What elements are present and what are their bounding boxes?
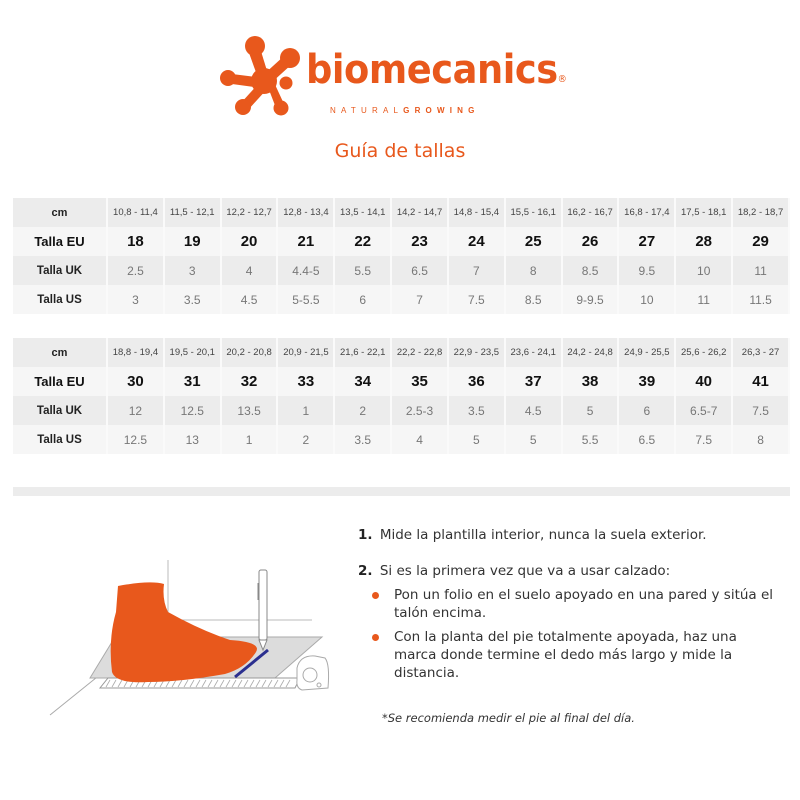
table-cell: 17,5 - 18,1 — [675, 198, 732, 227]
table-cell: 9.5 — [618, 256, 675, 285]
table-cell: 6.5-7 — [675, 396, 732, 425]
table-cell: 19,5 - 20,1 — [164, 338, 221, 367]
table-cell: 5.5 — [334, 256, 391, 285]
table-cell: 5-5.5 — [277, 285, 334, 314]
table-cell: 3 — [107, 285, 164, 314]
table-cell: 24,2 - 24,8 — [562, 338, 619, 367]
table-cell: 10 — [675, 256, 732, 285]
instruction-step-2: 2. Si es la primera vez que va a usar calzado: — [358, 563, 671, 579]
instruction-bullet: Pon un folio en el suelo apoyado en una pared y sitúa el talón encima. — [358, 586, 778, 622]
row-label: Talla EU — [13, 227, 107, 256]
table-cell: 11 — [732, 256, 789, 285]
table-cell: 6.5 — [618, 425, 675, 454]
table-cell: 22 — [334, 227, 391, 256]
row-label: Talla EU — [13, 367, 107, 396]
row-label: cm — [13, 338, 107, 367]
table-cell: 25 — [505, 227, 562, 256]
table-cell: 4 — [221, 256, 278, 285]
table-cell: 30 — [107, 367, 164, 396]
table-cell: 25,6 - 26,2 — [675, 338, 732, 367]
row-label: Talla UK — [13, 396, 107, 425]
table-cell: 13,5 - 14,1 — [334, 198, 391, 227]
table-row-uk — [13, 396, 789, 425]
instruction-bullet: Con la planta del pie totalmente apoyada, haz una marca donde termine el dedo más largo y mide la distancia. — [358, 628, 778, 682]
table-cell: 20 — [221, 227, 278, 256]
table-row-eu — [13, 367, 789, 396]
table-cell: 7 — [448, 256, 505, 285]
table-cell: 3.5 — [448, 396, 505, 425]
table-cell: 19 — [164, 227, 221, 256]
table-cell: 16,8 - 17,4 — [618, 198, 675, 227]
table-cell: 10 — [618, 285, 675, 314]
page-title: Guía de tallas — [334, 140, 466, 162]
row-label: Talla US — [13, 425, 107, 454]
table-cell: 38 — [562, 367, 619, 396]
table-cell: 6 — [334, 285, 391, 314]
table-cell: 35 — [391, 367, 448, 396]
section-divider — [13, 487, 790, 496]
table-cell: 29 — [732, 227, 789, 256]
brand-name: biomecanics® — [306, 47, 567, 93]
footnote: *Se recomienda medir el pie al final del día. — [382, 711, 635, 725]
bullet-dot-icon — [372, 592, 379, 599]
table-cell: 3 — [164, 256, 221, 285]
table-cell: 16,2 - 16,7 — [562, 198, 619, 227]
table-cell: 12.5 — [164, 396, 221, 425]
table-cell: 20,2 - 20,8 — [221, 338, 278, 367]
table-cell: 5.5 — [562, 425, 619, 454]
table-cell: 40 — [675, 367, 732, 396]
foot-measuring-illustration-icon — [30, 550, 350, 720]
table-cell: 37 — [505, 367, 562, 396]
size-table-2 — [13, 338, 790, 454]
table-cell: 18 — [107, 227, 164, 256]
table-cell: 39 — [618, 367, 675, 396]
table-cell: 1 — [277, 396, 334, 425]
row-label: cm — [13, 198, 107, 227]
table-cell: 4.5 — [221, 285, 278, 314]
table-row-us — [13, 425, 789, 454]
table-cell: 13.5 — [221, 396, 278, 425]
table-cell: 23 — [391, 227, 448, 256]
table-cell: 18,2 - 18,7 — [732, 198, 789, 227]
table-cell: 2.5 — [107, 256, 164, 285]
table-cell: 21,6 - 22,1 — [334, 338, 391, 367]
table-cell: 32 — [221, 367, 278, 396]
table-cell: 7.5 — [675, 425, 732, 454]
table-cell: 13 — [164, 425, 221, 454]
brand-logo — [218, 32, 567, 122]
table-cell: 4.5 — [505, 396, 562, 425]
table-cell: 14,8 - 15,4 — [448, 198, 505, 227]
table-cell: 2 — [277, 425, 334, 454]
table-cell: 9-9.5 — [562, 285, 619, 314]
table-cell: 5 — [448, 425, 505, 454]
table-cell: 10,8 - 11,4 — [107, 198, 164, 227]
table-cell: 8.5 — [505, 285, 562, 314]
table-cell: 8 — [505, 256, 562, 285]
table-cell: 20,9 - 21,5 — [277, 338, 334, 367]
table-cell: 14,2 - 14,7 — [391, 198, 448, 227]
table-cell: 3.5 — [164, 285, 221, 314]
table-cell: 7.5 — [448, 285, 505, 314]
table-cell: 2 — [334, 396, 391, 425]
table-cell: 41 — [732, 367, 789, 396]
row-label: Talla US — [13, 285, 107, 314]
table-cell: 3.5 — [334, 425, 391, 454]
table-cell: 21 — [277, 227, 334, 256]
table-cell: 8.5 — [562, 256, 619, 285]
table-row-eu — [13, 227, 789, 256]
table-cell: 12 — [107, 396, 164, 425]
table-cell: 28 — [675, 227, 732, 256]
table-cell: 26 — [562, 227, 619, 256]
row-label: Talla UK — [13, 256, 107, 285]
table-cell: 11 — [675, 285, 732, 314]
table-cell: 26,3 - 27 — [732, 338, 789, 367]
table-cell: 22,9 - 23,5 — [448, 338, 505, 367]
measuring-instructions — [358, 526, 778, 688]
table-cell: 5 — [505, 425, 562, 454]
table-cell: 12,8 - 13,4 — [277, 198, 334, 227]
table-cell: 23,6 - 24,1 — [505, 338, 562, 367]
table-cell: 7 — [391, 285, 448, 314]
table-cell: 11,5 - 12,1 — [164, 198, 221, 227]
table-cell: 22,2 - 22,8 — [391, 338, 448, 367]
size-table-1 — [13, 198, 790, 314]
instruction-step-1: 1. Mide la plantilla interior, nunca la suela exterior. — [358, 527, 707, 543]
table-cell: 31 — [164, 367, 221, 396]
brand-tagline: NATURALGROWING — [330, 106, 480, 115]
table-cell: 24,9 - 25,5 — [618, 338, 675, 367]
table-row-uk — [13, 256, 789, 285]
table-cell: 4 — [391, 425, 448, 454]
bullet-dot-icon — [372, 634, 379, 641]
table-cell: 36 — [448, 367, 505, 396]
table-cell: 5 — [562, 396, 619, 425]
table-cell: 7.5 — [732, 396, 789, 425]
table-cell: 1 — [221, 425, 278, 454]
table-cell: 8 — [732, 425, 789, 454]
molecule-logo-icon — [218, 32, 308, 122]
table-cell: 12,2 - 12,7 — [221, 198, 278, 227]
table-cell: 2.5-3 — [391, 396, 448, 425]
table-row-cm — [13, 198, 789, 227]
instruction-bullets — [358, 586, 778, 682]
table-row-cm — [13, 338, 789, 367]
table-cell: 34 — [334, 367, 391, 396]
table-row-us — [13, 285, 789, 314]
table-cell: 33 — [277, 367, 334, 396]
table-cell: 11.5 — [732, 285, 789, 314]
table-cell: 27 — [618, 227, 675, 256]
table-cell: 15,5 - 16,1 — [505, 198, 562, 227]
table-cell: 24 — [448, 227, 505, 256]
table-cell: 12.5 — [107, 425, 164, 454]
table-cell: 4.4-5 — [277, 256, 334, 285]
table-cell: 6 — [618, 396, 675, 425]
table-cell: 18,8 - 19,4 — [107, 338, 164, 367]
table-cell: 6.5 — [391, 256, 448, 285]
